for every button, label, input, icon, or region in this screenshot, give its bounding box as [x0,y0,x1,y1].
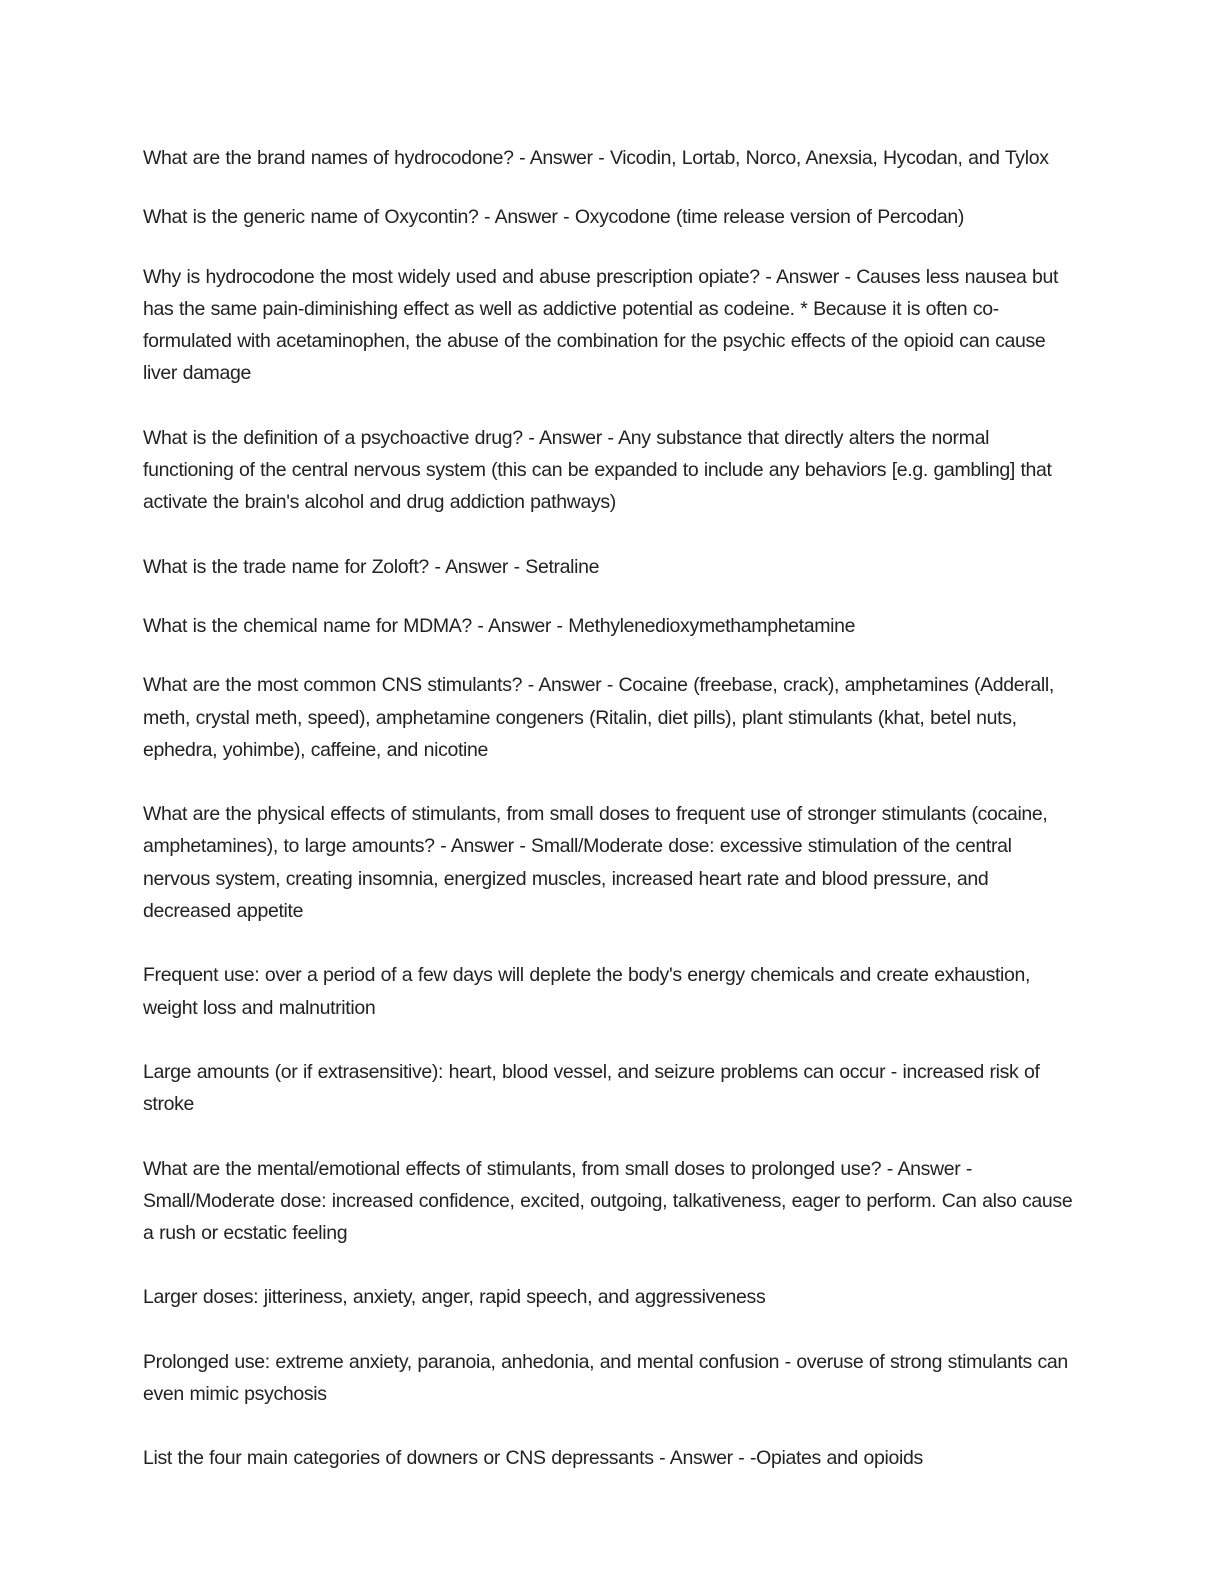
qa-cns-depressants: List the four main categories of downers or CNS depressants - Answer - -Opiates and opioids [143,1447,923,1470]
qa-cns-stimulants: What are the most common CNS stimulants? - Answer - Cocaine (freebase, crack), amphetamines (Adderall, meth, crystal meth, speed), amphetamine congeners (Ritalin, diet pills), plant stimulants (khat, betel nuts, ephedra, yohimbe), caffeine, and nicotine [143,674,1054,761]
para-larger-doses: Larger doses: jitteriness, anxiety, anger, rapid speech, and aggressiveness [143,1286,766,1309]
qa-stimulant-mental-effects: What are the mental/emotional effects of stimulants, from small doses to prolonged use? - Answer - Small/Moderate dose: increased confidence, excited, outgoing, talkativeness, eager to perform. Can also cause a rush or ecstatic feeling [143,1157,1073,1245]
qa-zoloft-trade-name: What is the trade name for Zoloft? - Answer - Setraline [143,555,600,578]
para-large-amounts: Large amounts (or if extrasensitive): heart, blood vessel, and seizure problems can occur - increased risk of stroke [143,1060,1040,1116]
para-prolonged-use: Prolonged use: extreme anxiety, paranoia, anhedonia, and mental confusion - overuse of strong stimulants can even mimic psychosis [143,1350,1068,1406]
para-frequent-use: Frequent use: over a period of a few days will deplete the body's energy chemicals and create exhaustion, weight loss and malnutrition [143,964,1031,1019]
qa-hydrocodone-abuse: Why is hydrocodone the most widely used and abuse prescription opiate? - Answer - Causes less nausea but has the same pain-diminishing effect as well as addictive potential as codeine. * Because it is often co-formulated with acetaminophen, the abuse of the combination for the psychic effects of the opioid can cause liver damage [143,265,1059,385]
qa-stimulant-physical-effects: What are the physical effects of stimulants, from small doses to frequent use of stronger stimulants (cocaine, amphetamines), to large amounts? - Answer - Small/Moderate dose: excessive stimulation of the central nervous system, creating insomnia, energized muscles, increased heart rate and blood pressure, and decreased appetite [143,803,1048,923]
qa-mdma-chemical-name: What is the chemical name for MDMA? - Answer - Methylenedioxymethamphetamine [143,614,856,637]
qa-oxycontin-generic: What is the generic name of Oxycontin? - Answer - Oxycodone (time release version of Percodan) [143,206,965,229]
document-body [143,142,1073,1475]
qa-psychoactive-definition: What is the definition of a psychoactive drug? - Answer - Any substance that directly alters the normal functioning of the central nervous system (this can be expanded to include any behaviors [e.g. gambling] that activate the brain's alcohol and drug addiction pathways) [143,426,1052,514]
qa-hydrocodone-brands: What are the brand names of hydrocodone? - Answer - Vicodin, Lortab, Norco, Anexsia, Hycodan, and Tylox [143,147,1049,169]
